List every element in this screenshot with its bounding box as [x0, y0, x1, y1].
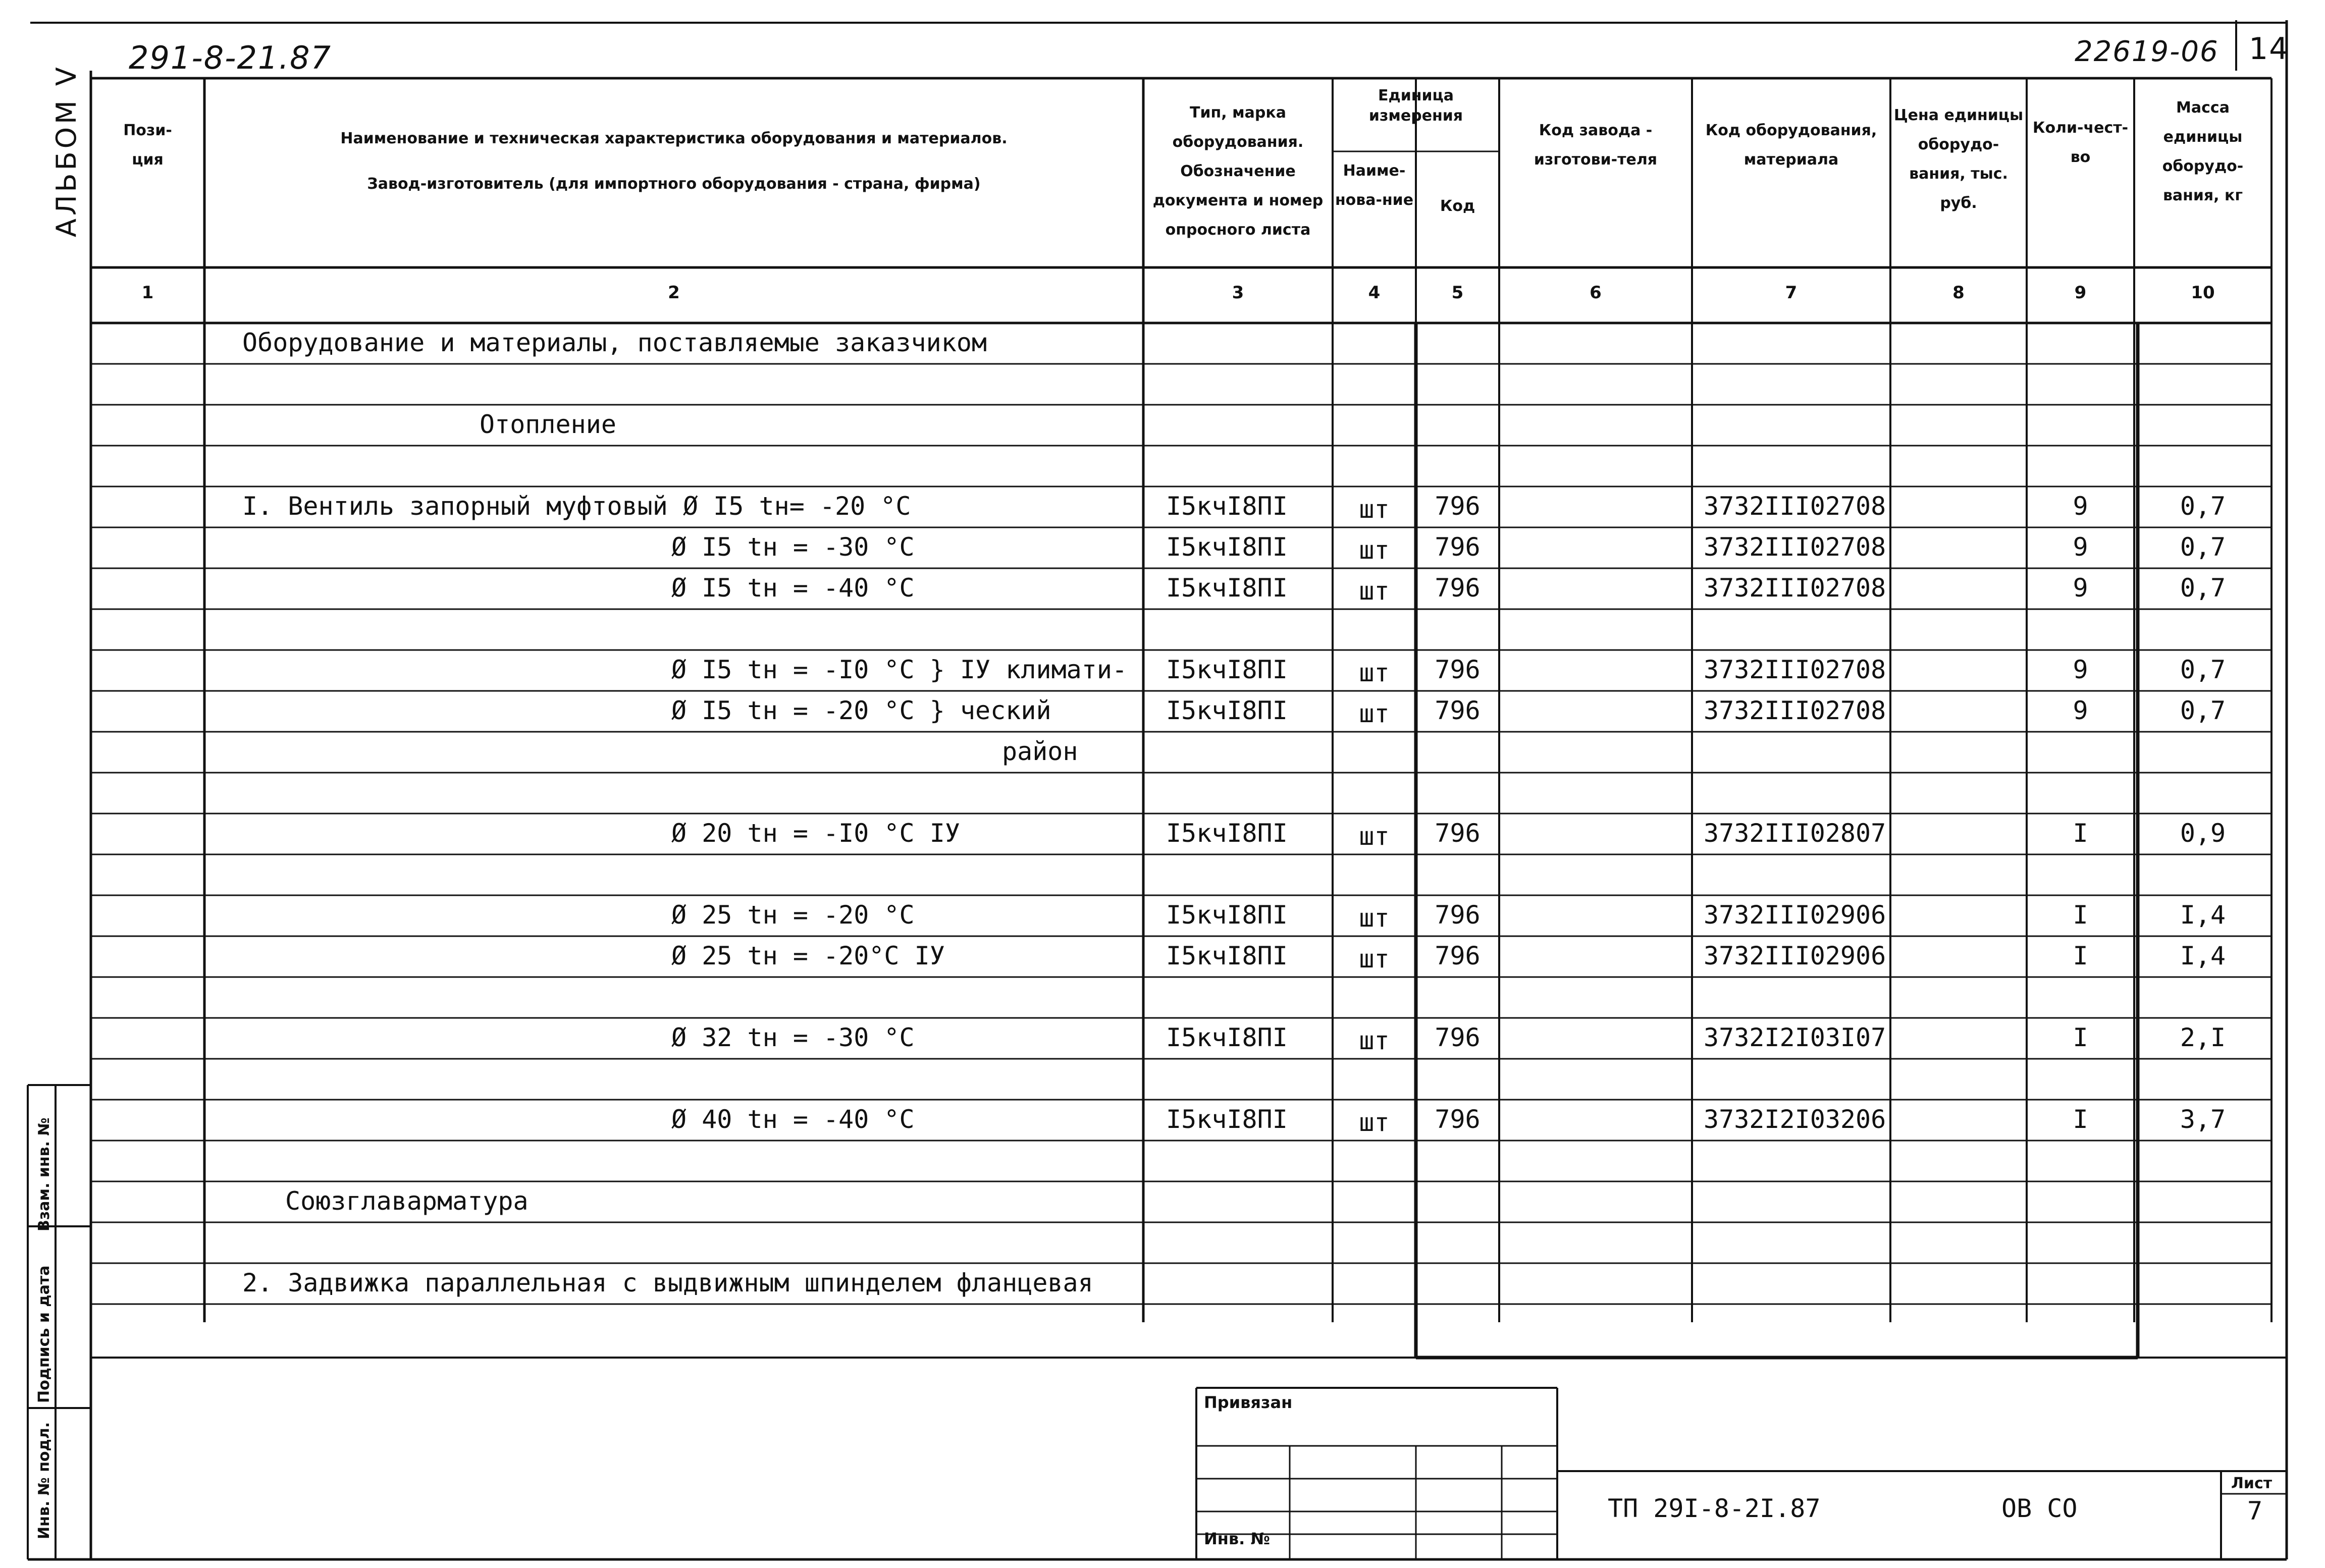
row-13-type: I5кчI8ПI: [1166, 819, 1288, 848]
row-7-unit: шт: [1359, 576, 1390, 606]
row-10-code: 3732III02708: [1704, 696, 1886, 725]
stamp-privyazan-label: Привязан: [1204, 1393, 1293, 1412]
column-header-5: Наиме-нова-ние: [1335, 162, 1414, 209]
row-15-quantity: I: [2073, 900, 2088, 930]
row-16-unit: шт: [1359, 944, 1390, 974]
row-16-code: 3732III02906: [1704, 941, 1886, 970]
row-9-mass: 0,7: [2180, 655, 2226, 684]
row-15-type: I5кчI8ПI: [1166, 900, 1288, 930]
row-5-unit: шт: [1359, 495, 1390, 524]
album-label: АЛЬБОМ V: [50, 64, 82, 237]
row-6-type: I5кчI8ПI: [1166, 532, 1288, 562]
row-9-name: Ø I5 tн = -I0 °С } IУ климати-: [671, 655, 1128, 684]
row-15-mass: I,4: [2180, 900, 2226, 930]
row-5-quantity: 9: [2073, 492, 2088, 521]
row-20-unit: шт: [1359, 1108, 1390, 1137]
column-header-7: Код завода - изготови-теля: [1534, 122, 1658, 169]
stamp-section-code: ОВ СО: [2001, 1494, 2078, 1523]
row-15-unit-code: 796: [1435, 900, 1481, 930]
row-18-type: I5кчI8ПI: [1166, 1023, 1288, 1052]
row-3-name: Отопление: [480, 410, 616, 439]
row-13-name: Ø 20 tн = -I0 °С IУ: [671, 819, 960, 848]
row-9-type: I5кчI8ПI: [1166, 655, 1288, 684]
row-6-unit: шт: [1359, 535, 1390, 565]
row-5-type: I5кчI8ПI: [1166, 492, 1288, 521]
row-15-name: Ø 25 tн = -20 °С: [671, 900, 915, 930]
row-20-quantity: I: [2073, 1105, 2088, 1134]
row-16-unit-code: 796: [1435, 941, 1481, 970]
row-6-mass: 0,7: [2180, 532, 2226, 562]
row-20-name: Ø 40 tн = -40 °С: [671, 1105, 915, 1134]
stamp-sheet-number: 7: [2247, 1496, 2263, 1526]
row-9-code: 3732III02708: [1704, 655, 1886, 684]
row-18-mass: 2,I: [2180, 1023, 2226, 1052]
column-number-3: 3: [1232, 283, 1244, 303]
row-10-type: I5кчI8ПI: [1166, 696, 1288, 725]
row-18-code: 3732I2I03I07: [1704, 1023, 1886, 1052]
row-9-unit-code: 796: [1435, 655, 1481, 684]
row-10-name: Ø I5 tн = -20 °С } ческий: [671, 696, 1051, 725]
row-18-quantity: I: [2073, 1023, 2088, 1052]
row-16-quantity: I: [2073, 941, 2088, 970]
row-6-unit-code: 796: [1435, 532, 1481, 562]
row-5-unit-code: 796: [1435, 492, 1481, 521]
row-13-unit: шт: [1359, 822, 1390, 851]
side-sign-date-label: Подпись и дата: [35, 1265, 53, 1403]
row-16-name: Ø 25 tн = -20°С IУ: [671, 941, 945, 970]
stamp-sheet-label: Лист: [2231, 1475, 2273, 1492]
row-9-unit: шт: [1359, 658, 1390, 687]
row-20-type: I5кчI8ПI: [1166, 1105, 1288, 1134]
row-6-code: 3732III02708: [1704, 532, 1886, 562]
row-7-quantity: 9: [2073, 573, 2088, 603]
row-7-code: 3732III02708: [1704, 573, 1886, 603]
column-header-11: Масса единицы оборудо-вания, кг: [2162, 99, 2244, 204]
row-24-name: 2. Задвижка параллельная с выдвижным шпинделем фланцевая: [242, 1268, 1093, 1297]
row-9-quantity: 9: [2073, 655, 2088, 684]
column-number-4: 4: [1368, 283, 1381, 303]
row-6-quantity: 9: [2073, 532, 2088, 562]
column-number-5: 5: [1451, 283, 1464, 303]
row-1-name: Оборудование и материалы, поставляемые заказчиком: [242, 328, 987, 357]
row-13-quantity: I: [2073, 819, 2088, 848]
row-16-type: I5кчI8ПI: [1166, 941, 1288, 970]
row-13-code: 3732III02807: [1704, 819, 1886, 848]
row-18-unit: шт: [1359, 1026, 1390, 1055]
row-20-mass: 3,7: [2180, 1105, 2226, 1134]
corner-mark: 14: [2249, 31, 2290, 67]
column-number-8: 8: [1952, 283, 1965, 303]
column-header-3: Тип, марка оборудования. Обозначение документа и номер опросного листа: [1152, 104, 1324, 239]
row-10-mass: 0,7: [2180, 696, 2226, 725]
stamp-document-designation: ТП 29I-8-2I.87: [1608, 1494, 1821, 1523]
column-number-10: 10: [2191, 283, 2215, 303]
column-header-8: Код оборудования, материала: [1705, 122, 1877, 169]
row-7-type: I5кчI8ПI: [1166, 573, 1288, 603]
row-10-unit-code: 796: [1435, 696, 1481, 725]
row-18-unit-code: 796: [1435, 1023, 1481, 1052]
row-6-name: Ø I5 tн = -30 °С: [671, 532, 915, 562]
stamp-inv-no-label: Инв. №: [1204, 1529, 1270, 1548]
row-20-code: 3732I2I03206: [1704, 1105, 1886, 1134]
row-15-code: 3732III02906: [1704, 900, 1886, 930]
row-7-name: Ø I5 tн = -40 °С: [671, 573, 915, 603]
column-number-9: 9: [2074, 283, 2087, 303]
row-13-mass: 0,9: [2180, 819, 2226, 848]
document-code-handwritten: 291-8-21.87: [129, 39, 332, 76]
column-number-6: 6: [1590, 283, 1602, 303]
side-vzam-inv-label: Взам. инв. №: [35, 1117, 53, 1231]
column-header-4: Единица измерения: [1368, 87, 1463, 125]
archive-number-handwritten: 22619-06: [2075, 35, 2219, 68]
row-13-unit-code: 796: [1435, 819, 1481, 848]
side-inv-orig-label: Инв. № подл.: [35, 1422, 53, 1539]
column-header-6: Код: [1440, 197, 1475, 215]
row-11-name: район: [1002, 737, 1078, 766]
column-number-7: 7: [1785, 283, 1798, 303]
row-15-unit: шт: [1359, 903, 1390, 933]
row-7-unit-code: 796: [1435, 573, 1481, 603]
column-header-10: Коли-чест-во: [2032, 119, 2129, 166]
row-16-mass: I,4: [2180, 941, 2226, 970]
row-10-quantity: 9: [2073, 696, 2088, 725]
column-header-2: Наименование и техническая характеристика оборудования и материалов. Завод-изготовитель (для импортного оборудования - страна, фирма): [340, 130, 1008, 193]
row-5-code: 3732III02708: [1704, 492, 1886, 521]
column-header-1: Пози- ция: [123, 122, 172, 169]
row-22-name: Союзглаварматура: [285, 1186, 529, 1216]
row-5-name: I. Вентиль запорный муфтовый Ø I5 tн= -20 °С: [242, 492, 911, 521]
column-header-9: Цена единицы оборудо-вания, тыс. руб.: [1893, 106, 2024, 212]
row-10-unit: шт: [1359, 699, 1390, 728]
row-7-mass: 0,7: [2180, 573, 2226, 603]
row-20-unit-code: 796: [1435, 1105, 1481, 1134]
column-number-1: 1: [141, 283, 154, 303]
row-5-mass: 0,7: [2180, 492, 2226, 521]
row-18-name: Ø 32 tн = -30 °С: [671, 1023, 915, 1052]
column-number-2: 2: [668, 283, 680, 303]
